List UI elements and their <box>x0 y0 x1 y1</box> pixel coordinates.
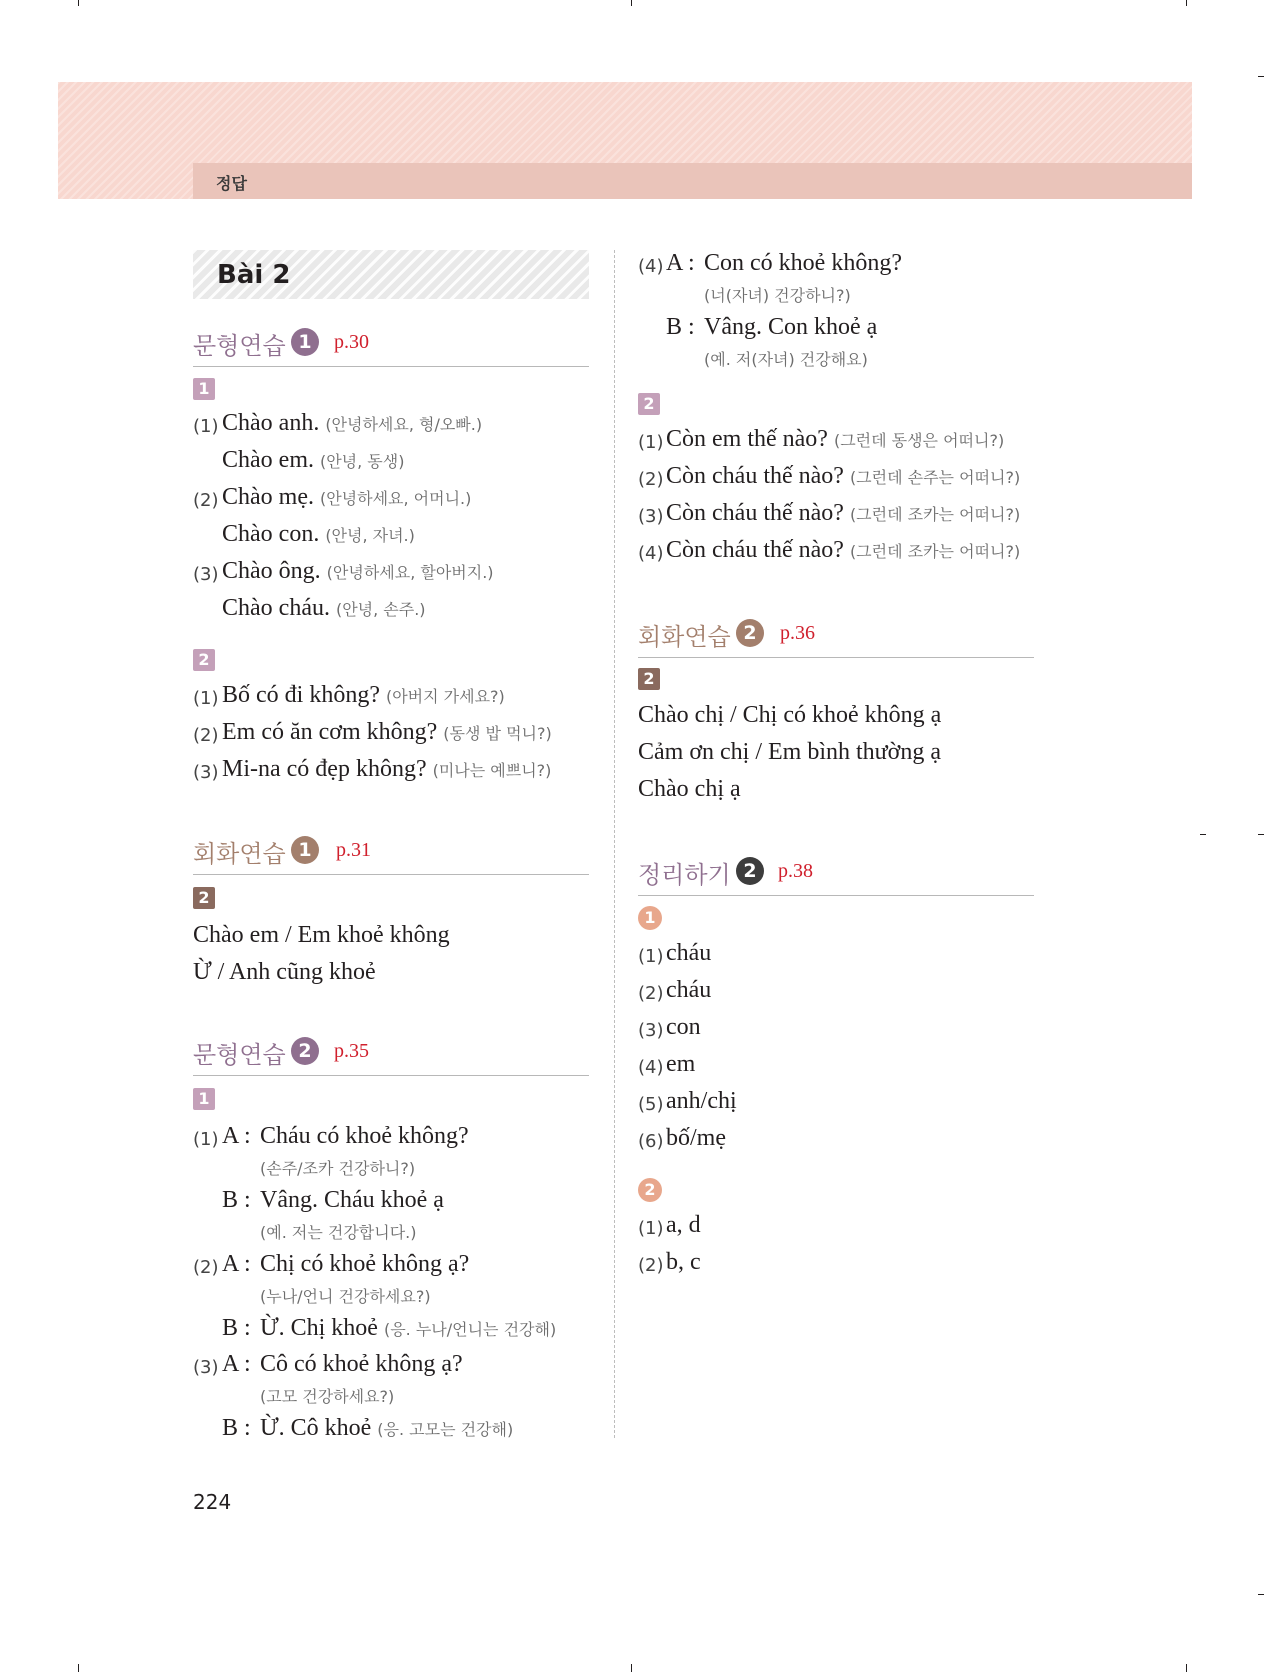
answer-line <box>260 1315 556 1342</box>
page-reference: p.38 <box>778 860 813 882</box>
section-heading <box>638 855 1034 893</box>
answer-vi: Mi-na có đẹp không? <box>222 756 427 782</box>
crop-mark <box>1186 0 1187 6</box>
answer-ko: (그런데 동생은 어떠니?) <box>833 431 1005 450</box>
header-label: 정답 <box>216 174 247 193</box>
answer-vi: Em có ăn cơm không? <box>222 719 438 745</box>
item-number: (2) <box>193 1257 219 1278</box>
speaker-b: B : <box>222 1415 251 1441</box>
item-number: (4) <box>638 1057 664 1078</box>
answer-ko: (아버지 가세요?) <box>385 687 505 706</box>
section-rule <box>193 366 589 367</box>
crop-mark <box>78 0 79 6</box>
crop-mark <box>1200 834 1206 835</box>
item-number: (3) <box>638 1020 664 1041</box>
page-reference: p.36 <box>780 622 815 644</box>
answer-ko: (안녕하세요, 할아버지.) <box>326 563 494 582</box>
answer-vi: Con có khoẻ không? <box>704 250 902 276</box>
answer-line <box>222 558 494 585</box>
item-number: (1) <box>638 1218 664 1239</box>
item-number: (2) <box>638 983 664 1004</box>
exercise-badge: 1 <box>193 1088 215 1110</box>
section-number-badge: 2 <box>736 857 764 885</box>
answer-vi: Cháu có khoẻ không? <box>260 1123 469 1149</box>
column-divider <box>614 250 615 1438</box>
crop-mark <box>1258 1594 1264 1595</box>
answer-vi: Ừ. Cô khoẻ <box>260 1415 372 1441</box>
item-number: (3) <box>638 506 664 527</box>
dialogue-line: Chào em / Em khoẻ không <box>193 922 450 948</box>
answer-vi: cháu <box>666 977 712 1003</box>
section-title: 회화연습 <box>638 623 731 651</box>
exercise-badge: 2 <box>193 887 215 909</box>
answer-vi: Bố có đi không? <box>222 682 380 708</box>
answer-line <box>666 463 1020 490</box>
item-number: (4) <box>638 256 664 277</box>
dialogue-line: Chào chị / Chị có khoẻ không ạ <box>638 702 942 728</box>
section-rule <box>193 1075 589 1076</box>
dialogue-line: Cảm ơn chị / Em bình thường ạ <box>638 739 942 765</box>
answer-ko: (안녕하세요, 형/오빠.) <box>325 415 483 434</box>
section-title: 문형연습 <box>193 1041 286 1069</box>
answer-ko: (응. 누나/언니는 건강해) <box>383 1320 557 1339</box>
answer-ko: (그런데 손주는 어떠니?) <box>849 468 1021 487</box>
section-rule <box>193 874 589 875</box>
speaker-b: B : <box>222 1315 251 1341</box>
crop-mark <box>1258 76 1264 77</box>
answer-vi: Còn em thế nào? <box>666 426 828 452</box>
answer-ko: (너(자녀) 건강하니?) <box>704 286 851 305</box>
answer-vi: Chào con. <box>222 521 320 547</box>
answer-vi: Chào anh. <box>222 410 320 436</box>
answer-line <box>260 1415 513 1442</box>
section-heading <box>193 326 589 364</box>
speaker-b: B : <box>222 1187 251 1213</box>
item-number: (1) <box>193 688 219 709</box>
lesson-title-box <box>193 250 589 299</box>
answer-line <box>222 484 471 511</box>
item-number: (2) <box>638 469 664 490</box>
answer-vi: con <box>666 1014 701 1040</box>
speaker-a: A : <box>222 1123 251 1149</box>
crop-mark <box>631 0 632 6</box>
speaker-a: A : <box>222 1251 251 1277</box>
item-number: (5) <box>638 1094 664 1115</box>
answer-line <box>666 426 1004 453</box>
section-title: 문형연습 <box>193 332 286 360</box>
answer-ko: (안녕하세요, 어머니.) <box>319 489 472 508</box>
answer-line <box>666 500 1020 527</box>
speaker-a: A : <box>222 1351 251 1377</box>
item-number: (1) <box>638 432 664 453</box>
speaker-b: B : <box>666 314 695 340</box>
answer-vi: bố/mẹ <box>666 1125 726 1151</box>
section-number-badge: 2 <box>291 1037 319 1065</box>
section-heading <box>638 617 1034 655</box>
answer-vi: Chào em. <box>222 447 314 473</box>
answer-vi: Còn cháu thế nào? <box>666 500 844 526</box>
item-number: (1) <box>193 416 219 437</box>
lesson-title: Bài 2 <box>217 260 291 290</box>
crop-mark <box>631 1664 632 1672</box>
answer-line <box>222 595 426 622</box>
answer-vi: em <box>666 1051 696 1077</box>
answer-vi: Vâng. Cháu khoẻ ạ <box>260 1187 444 1213</box>
answer-ko: (안녕, 자녀.) <box>325 526 415 545</box>
answer-ko: (미나는 예쁘니?) <box>432 761 552 780</box>
answer-ko: (손주/조카 건강하니?) <box>260 1159 416 1178</box>
item-number: (2) <box>638 1255 664 1276</box>
item-number: (4) <box>638 543 664 564</box>
answer-vi: cháu <box>666 940 712 966</box>
answer-ko: (안녕, 동생) <box>319 452 405 471</box>
dialogue-line: Ừ / Anh cũng khoẻ <box>193 959 376 985</box>
item-number: (2) <box>193 725 219 746</box>
section-number-badge: 1 <box>291 836 319 864</box>
item-number: (3) <box>193 762 219 783</box>
answer-ko: (예. 저(자녀) 건강해요) <box>704 350 868 369</box>
exercise-badge: 2 <box>638 393 660 415</box>
item-number: (3) <box>193 564 219 585</box>
answer-vi: Vâng. Con khoẻ ạ <box>704 314 878 340</box>
answer-line <box>222 447 404 474</box>
answer-ko: (누나/언니 건강하세요?) <box>260 1287 431 1306</box>
page-reference: p.31 <box>336 839 371 861</box>
answer-vi: Chào cháu. <box>222 595 330 621</box>
section-heading <box>193 834 589 872</box>
section-heading <box>193 1035 589 1073</box>
page-number: 224 <box>193 1490 232 1514</box>
answer-vi: Chị có khoẻ không ạ? <box>260 1251 470 1277</box>
answer-ko: (그런데 조카는 어떠니?) <box>849 542 1021 561</box>
answer-line <box>222 719 552 746</box>
answer-line <box>222 521 415 548</box>
speaker-a: A : <box>666 250 695 276</box>
item-number: (3) <box>193 1357 219 1378</box>
item-number: (6) <box>638 1131 664 1152</box>
answer-ko: (예. 저는 건강합니다.) <box>260 1223 417 1242</box>
answer-line <box>222 756 551 783</box>
answer-ko: (고모 건강하세요?) <box>260 1387 395 1406</box>
item-number: (2) <box>193 490 219 511</box>
answer-vi: b, c <box>666 1249 701 1275</box>
answer-vi: Cô có khoẻ không ạ? <box>260 1351 463 1377</box>
section-title: 회화연습 <box>193 840 286 868</box>
exercise-badge: 2 <box>638 668 660 690</box>
crop-mark <box>78 1664 79 1672</box>
answer-vi: anh/chị <box>666 1088 737 1114</box>
question-circle-badge: 1 <box>638 906 662 930</box>
answer-ko: (동생 밥 먹니?) <box>443 724 552 743</box>
header-strip <box>193 163 1192 199</box>
section-rule <box>638 657 1034 658</box>
answer-vi: Chào ông. <box>222 558 321 584</box>
crop-mark <box>1258 834 1264 835</box>
answer-vi: Còn cháu thế nào? <box>666 537 844 563</box>
answer-vi: Chào mẹ. <box>222 484 314 510</box>
section-title: 정리하기 <box>638 861 731 889</box>
answer-ko: (응. 고모는 건강해) <box>377 1420 514 1439</box>
answer-line <box>222 410 482 437</box>
exercise-badge: 1 <box>193 378 215 400</box>
answer-line <box>222 682 505 709</box>
page-reference: p.30 <box>334 331 369 353</box>
answer-vi: Ừ. Chị khoẻ <box>260 1315 378 1341</box>
section-number-badge: 1 <box>291 328 319 356</box>
answer-vi: a, d <box>666 1212 701 1238</box>
section-rule <box>638 895 1034 896</box>
page-reference: p.35 <box>334 1040 369 1062</box>
answer-vi: Còn cháu thế nào? <box>666 463 844 489</box>
crop-mark <box>1186 1664 1187 1672</box>
section-number-badge: 2 <box>736 619 764 647</box>
exercise-badge: 2 <box>193 649 215 671</box>
item-number: (1) <box>638 946 664 967</box>
answer-ko: (그런데 조카는 어떠니?) <box>849 505 1021 524</box>
answer-ko: (안녕, 손주.) <box>335 600 426 619</box>
answer-line <box>666 537 1020 564</box>
item-number: (1) <box>193 1129 219 1150</box>
question-circle-badge: 2 <box>638 1178 662 1202</box>
dialogue-line: Chào chị ạ <box>638 776 741 802</box>
